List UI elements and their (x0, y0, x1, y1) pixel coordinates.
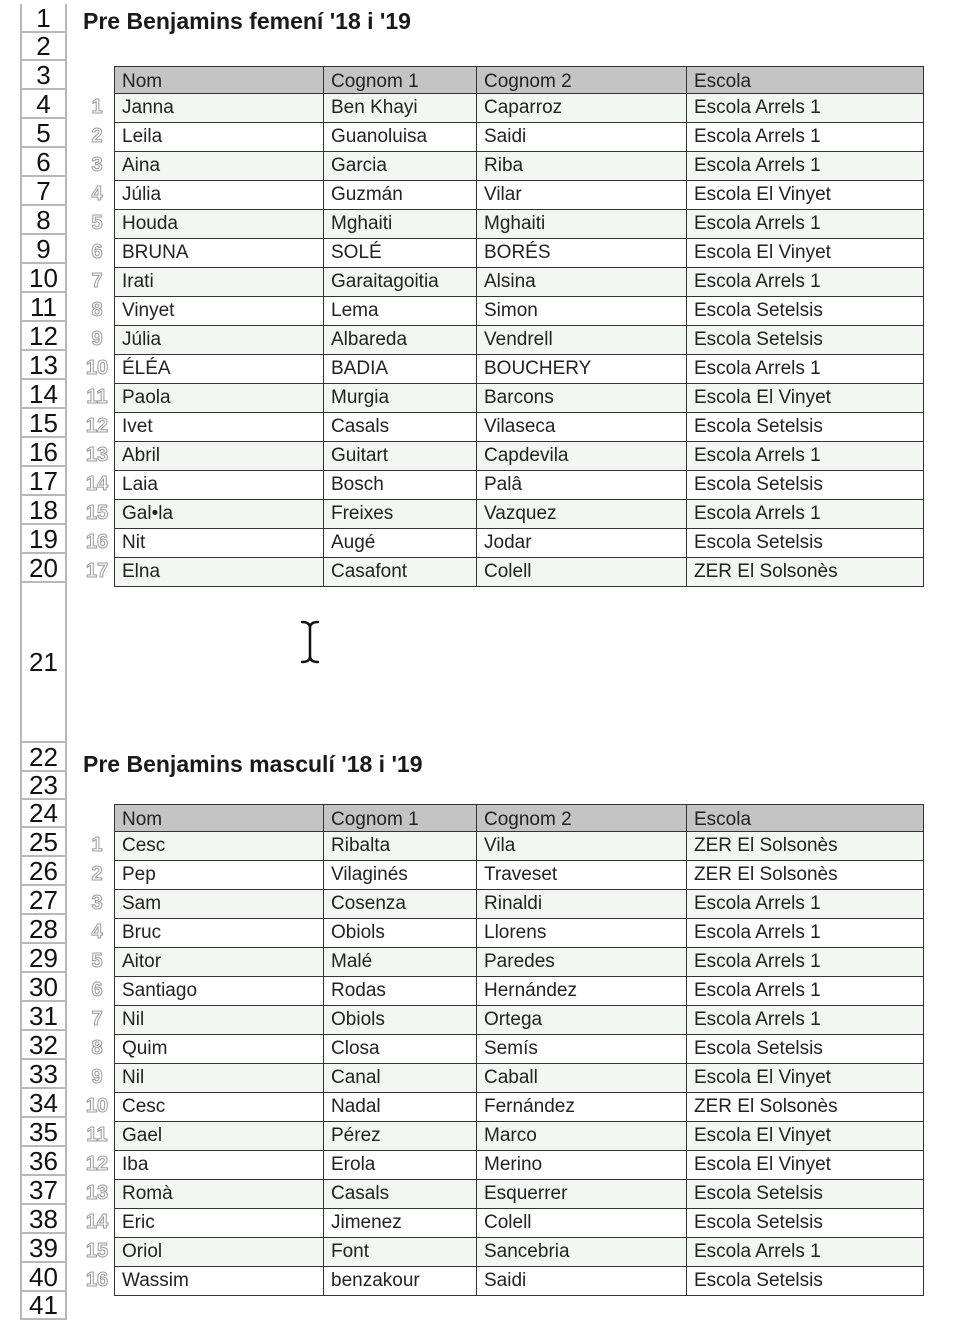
table-cell[interactable]: ZER El Solsonès (687, 832, 924, 861)
row-index: 7 (91, 1008, 103, 1030)
table-cell[interactable]: Escola Setelsis (687, 1267, 924, 1296)
row-number[interactable]: 31 (22, 1002, 65, 1031)
table-cell[interactable]: Ortega (477, 1006, 687, 1035)
table-row (115, 948, 924, 977)
row-index: 2 (91, 125, 103, 147)
row-index: 4 (91, 921, 103, 943)
row-number[interactable]: 26 (22, 857, 65, 886)
table-cell[interactable]: Semís (477, 1035, 687, 1064)
table-cell[interactable]: Rodas (324, 977, 477, 1006)
table-cell[interactable]: Simon (477, 297, 687, 326)
table-row (115, 123, 924, 152)
table-cell[interactable]: Guanoluisa (324, 123, 477, 152)
table-cell[interactable]: Traveset (477, 861, 687, 890)
row-number[interactable]: 41 (22, 1292, 65, 1320)
row-index: 3 (91, 154, 103, 176)
row-index: 15 (85, 502, 109, 524)
table-cell[interactable]: Gael (115, 1122, 324, 1151)
column-header[interactable]: Cognom 2 (477, 67, 687, 94)
table-cell[interactable]: Escola El Vinyet (687, 384, 924, 413)
column-header[interactable]: Cognom 1 (324, 805, 477, 832)
section-title-femeni: Pre Benjamins femení '18 i '19 (83, 8, 411, 34)
table-cell[interactable]: Erola (324, 1151, 477, 1180)
table-cell[interactable]: Guzmán (324, 181, 477, 210)
table-cell[interactable]: ZER El Solsonès (687, 558, 924, 587)
table-cell[interactable]: Escola Arrels 1 (687, 1238, 924, 1267)
data-table (114, 804, 924, 1296)
table-cell[interactable]: Paredes (477, 948, 687, 977)
table-row (115, 471, 924, 500)
row-number[interactable]: 23 (22, 772, 65, 800)
table-cell[interactable]: Canal (324, 1064, 477, 1093)
data-table (114, 66, 924, 587)
row-number[interactable]: 8 (22, 206, 65, 235)
table-row (115, 268, 924, 297)
table-cell[interactable]: Lema (324, 297, 477, 326)
row-number[interactable]: 16 (22, 438, 65, 467)
table-cell[interactable]: Vila (477, 832, 687, 861)
table-cell[interactable]: Santiago (115, 977, 324, 1006)
table-cell[interactable]: Colell (477, 558, 687, 587)
table-cell[interactable]: Ivet (115, 413, 324, 442)
table-cell[interactable]: Escola Arrels 1 (687, 355, 924, 384)
table-cell[interactable]: Escola Setelsis (687, 529, 924, 558)
row-number[interactable]: 27 (22, 886, 65, 915)
table-row (115, 861, 924, 890)
table-cell[interactable]: Saidi (477, 123, 687, 152)
row-index: 11 (86, 1124, 108, 1146)
table-cell[interactable]: Houda (115, 210, 324, 239)
row-number[interactable]: 38 (22, 1205, 65, 1234)
table-cell[interactable]: Guitart (324, 442, 477, 471)
table-cell[interactable]: Escola Arrels 1 (687, 94, 924, 123)
table-cell[interactable]: Llorens (477, 919, 687, 948)
table-cell[interactable]: Merino (477, 1151, 687, 1180)
table-cell[interactable]: Palâ (477, 471, 687, 500)
table-row (115, 1093, 924, 1122)
row-number[interactable]: 36 (22, 1147, 65, 1176)
table-cell[interactable]: Escola Arrels 1 (687, 152, 924, 181)
table-cell[interactable]: Jodar (477, 529, 687, 558)
row-index: 16 (85, 1269, 109, 1291)
table-cell[interactable]: Capdevila (477, 442, 687, 471)
table-cell[interactable]: Escola Arrels 1 (687, 948, 924, 977)
table-row (115, 181, 924, 210)
row-number[interactable]: 7 (22, 177, 65, 206)
table-row (115, 413, 924, 442)
row-number[interactable]: 4 (22, 90, 65, 119)
table-row (115, 1064, 924, 1093)
table-cell[interactable]: Escola Arrels 1 (687, 1006, 924, 1035)
column-header[interactable]: Cognom 1 (324, 67, 477, 94)
row-number[interactable]: 37 (22, 1176, 65, 1205)
table-cell[interactable]: Freixes (324, 500, 477, 529)
table-cell[interactable]: Colell (477, 1209, 687, 1238)
table-row (115, 384, 924, 413)
row-index: 8 (91, 1037, 103, 1059)
row-number[interactable]: 11 (22, 293, 65, 322)
column-header[interactable]: Nom (115, 67, 324, 94)
table-cell[interactable]: Escola El Vinyet (687, 1064, 924, 1093)
table-cell[interactable]: Escola Arrels 1 (687, 268, 924, 297)
row-number[interactable]: 2 (22, 33, 65, 61)
table-cell[interactable]: Ben Khayi (324, 94, 477, 123)
table-cell[interactable]: Escola Arrels 1 (687, 919, 924, 948)
table-cell[interactable]: Closa (324, 1035, 477, 1064)
header-row (115, 67, 924, 94)
row-number[interactable]: 39 (22, 1234, 65, 1263)
row-index: 11 (86, 386, 108, 408)
table-cell[interactable]: Júlia (115, 181, 324, 210)
table-row (115, 1238, 924, 1267)
table-row (115, 558, 924, 587)
table-row (115, 1209, 924, 1238)
table-cell[interactable]: Sam (115, 890, 324, 919)
header-row (115, 805, 924, 832)
row-number[interactable]: 25 (22, 828, 65, 857)
table-cell[interactable]: Escola Setelsis (687, 413, 924, 442)
table-cell[interactable]: Escola Arrels 1 (687, 977, 924, 1006)
row-number[interactable]: 3 (22, 61, 65, 90)
row-number[interactable]: 28 (22, 915, 65, 944)
table-cell[interactable]: Escola El Vinyet (687, 181, 924, 210)
table-row (115, 1122, 924, 1151)
table-cell[interactable]: Bruc (115, 919, 324, 948)
row-number[interactable]: 17 (22, 467, 65, 496)
table-cell[interactable]: Nil (115, 1006, 324, 1035)
table-cell[interactable]: Vilar (477, 181, 687, 210)
table-cell[interactable]: Nadal (324, 1093, 477, 1122)
table-cell[interactable]: Mghaiti (324, 210, 477, 239)
row-index: 10 (85, 1095, 109, 1117)
table-row (115, 1151, 924, 1180)
row-number[interactable]: 20 (22, 554, 65, 583)
table-cell[interactable]: Aitor (115, 948, 324, 977)
table-cell[interactable]: Cosenza (324, 890, 477, 919)
table-cell[interactable]: Escola Setelsis (687, 1209, 924, 1238)
row-number[interactable]: 10 (22, 264, 65, 293)
table-cell[interactable]: Casafont (324, 558, 477, 587)
row-index: 6 (91, 979, 103, 1001)
table-cell[interactable]: Mghaiti (477, 210, 687, 239)
table-cell[interactable]: ZER El Solsonès (687, 1093, 924, 1122)
table-row (115, 1180, 924, 1209)
table-cell[interactable]: Font (324, 1238, 477, 1267)
row-index: 14 (85, 1211, 109, 1233)
table-row (115, 210, 924, 239)
table-cell[interactable]: Escola Arrels 1 (687, 500, 924, 529)
table-row (115, 326, 924, 355)
table-cell[interactable]: Obiols (324, 1006, 477, 1035)
table-cell[interactable]: Leila (115, 123, 324, 152)
row-index: 3 (91, 892, 103, 914)
row-number[interactable]: 21 (22, 583, 65, 743)
table-cell[interactable]: Oriol (115, 1238, 324, 1267)
table-cell[interactable]: Caball (477, 1064, 687, 1093)
row-index: 1 (91, 96, 103, 118)
table-cell[interactable]: Saidi (477, 1267, 687, 1296)
table-cell[interactable]: Escola El Vinyet (687, 239, 924, 268)
table-cell[interactable]: Escola El Vinyet (687, 1151, 924, 1180)
row-number[interactable]: 13 (22, 351, 65, 380)
table-cell[interactable]: Nil (115, 1064, 324, 1093)
row-index: 12 (85, 1153, 109, 1175)
table-row (115, 529, 924, 558)
row-number[interactable]: 32 (22, 1031, 65, 1060)
table-cell[interactable]: Escola Arrels 1 (687, 210, 924, 239)
table-cell[interactable]: Albareda (324, 326, 477, 355)
table-cell[interactable]: BORÉS (477, 239, 687, 268)
row-index: 5 (91, 950, 103, 972)
row-index: 9 (91, 1066, 103, 1088)
table-row (115, 152, 924, 181)
row-index: 6 (91, 241, 103, 263)
table-cell[interactable]: Escola Setelsis (687, 326, 924, 355)
table-cell[interactable]: Vinyet (115, 297, 324, 326)
table-cell[interactable]: Pérez (324, 1122, 477, 1151)
table-cell[interactable]: Garaitagoitia (324, 268, 477, 297)
table-row (115, 500, 924, 529)
row-index: 13 (85, 444, 109, 466)
table-cell[interactable]: Riba (477, 152, 687, 181)
table-cell[interactable]: Alsina (477, 268, 687, 297)
table-cell[interactable]: Malé (324, 948, 477, 977)
table-row (115, 297, 924, 326)
table-row (115, 1006, 924, 1035)
table-cell[interactable]: Abril (115, 442, 324, 471)
table-cell[interactable]: benzakour (324, 1267, 477, 1296)
row-number[interactable]: 15 (22, 409, 65, 438)
table-row (115, 977, 924, 1006)
table-cell[interactable]: Hernández (477, 977, 687, 1006)
table-cell[interactable]: Jimenez (324, 1209, 477, 1238)
table-cell[interactable]: Aina (115, 152, 324, 181)
row-index: 12 (85, 415, 109, 437)
table-cell[interactable]: Fernández (477, 1093, 687, 1122)
table-cell[interactable]: Paola (115, 384, 324, 413)
row-number[interactable]: 1 (22, 4, 65, 33)
table-cell[interactable]: BOUCHERY (477, 355, 687, 384)
table-cell[interactable]: Barcons (477, 384, 687, 413)
table-cell[interactable]: Pep (115, 861, 324, 890)
row-index: 5 (91, 212, 103, 234)
row-number[interactable]: 22 (22, 743, 65, 772)
table-row (115, 355, 924, 384)
table-row (115, 890, 924, 919)
table-cell[interactable]: Cesc (115, 1093, 324, 1122)
table-cell[interactable]: Irati (115, 268, 324, 297)
table-cell[interactable]: Romà (115, 1180, 324, 1209)
row-number[interactable]: 18 (22, 496, 65, 525)
table-row (115, 239, 924, 268)
table-cell[interactable]: Esquerrer (477, 1180, 687, 1209)
row-index: 17 (85, 560, 109, 582)
table-cell[interactable]: Escola Setelsis (687, 297, 924, 326)
table-row (115, 1035, 924, 1064)
table-row (115, 919, 924, 948)
table-cell[interactable]: Murgia (324, 384, 477, 413)
column-header[interactable]: Cognom 2 (477, 805, 687, 832)
column-header[interactable]: Nom (115, 805, 324, 832)
table-cell[interactable]: Vilaseca (477, 413, 687, 442)
table-cell[interactable]: BRUNA (115, 239, 324, 268)
row-number[interactable]: 29 (22, 944, 65, 973)
row-number[interactable]: 5 (22, 119, 65, 148)
row-number[interactable]: 19 (22, 525, 65, 554)
row-index: 2 (91, 863, 103, 885)
table-cell[interactable]: Eric (115, 1209, 324, 1238)
table-cell[interactable]: Escola El Vinyet (687, 1122, 924, 1151)
table-cell[interactable]: Wassim (115, 1267, 324, 1296)
row-number[interactable]: 14 (22, 380, 65, 409)
table-cell[interactable]: Escola Setelsis (687, 1180, 924, 1209)
row-number[interactable]: 30 (22, 973, 65, 1002)
table-cell[interactable]: Nit (115, 529, 324, 558)
table-cell[interactable]: Vendrell (477, 326, 687, 355)
table-cell[interactable]: Cesc (115, 832, 324, 861)
table-cell[interactable]: Júlia (115, 326, 324, 355)
table-cell[interactable]: Escola Arrels 1 (687, 890, 924, 919)
table-cell[interactable]: Quim (115, 1035, 324, 1064)
row-index: 15 (85, 1240, 109, 1262)
table-cell[interactable]: Vazquez (477, 500, 687, 529)
table-cell[interactable]: BADIA (324, 355, 477, 384)
table-cell[interactable]: Gal•la (115, 500, 324, 529)
table-cell[interactable]: Casals (324, 413, 477, 442)
table-cell[interactable]: Laia (115, 471, 324, 500)
table-cell[interactable]: ZER El Solsonès (687, 861, 924, 890)
column-header[interactable]: Escola (687, 805, 924, 832)
row-number[interactable]: 12 (22, 322, 65, 351)
table-cell[interactable]: Garcia (324, 152, 477, 181)
row-index: 7 (91, 270, 103, 292)
row-index: 10 (85, 357, 109, 379)
row-index: 8 (91, 299, 103, 321)
column-header[interactable]: Escola (687, 67, 924, 94)
table-row (115, 94, 924, 123)
row-number[interactable]: 24 (22, 800, 65, 828)
table-cell[interactable]: Vilaginés (324, 861, 477, 890)
row-number[interactable]: 6 (22, 148, 65, 177)
table-cell[interactable]: Casals (324, 1180, 477, 1209)
row-index: 14 (85, 473, 109, 495)
table-cell[interactable]: ÉLÉA (115, 355, 324, 384)
table-cell[interactable]: Bosch (324, 471, 477, 500)
row-number[interactable]: 34 (22, 1089, 65, 1118)
table-row (115, 1267, 924, 1296)
table-cell[interactable]: Escola Setelsis (687, 1035, 924, 1064)
row-index: 13 (85, 1182, 109, 1204)
row-index: 16 (85, 531, 109, 553)
table-cell[interactable]: Elna (115, 558, 324, 587)
table-cell[interactable]: Marco (477, 1122, 687, 1151)
table-cell[interactable]: Escola Arrels 1 (687, 123, 924, 152)
table-cell[interactable]: Escola Setelsis (687, 471, 924, 500)
section-title-masculi: Pre Benjamins masculí '18 i '19 (83, 751, 423, 777)
row-number[interactable]: 9 (22, 235, 65, 264)
table-cell[interactable]: Obiols (324, 919, 477, 948)
row-number-gutter (20, 4, 67, 1320)
text-cursor-icon (297, 620, 323, 664)
table-cell[interactable]: Escola Arrels 1 (687, 442, 924, 471)
table-cell[interactable]: Janna (115, 94, 324, 123)
table-cell[interactable]: Caparroz (477, 94, 687, 123)
table-row (115, 832, 924, 861)
table-cell[interactable]: Rinaldi (477, 890, 687, 919)
row-number[interactable]: 33 (22, 1060, 65, 1089)
table-cell[interactable]: Sancebria (477, 1238, 687, 1267)
row-index: 9 (91, 328, 103, 350)
table-row (115, 442, 924, 471)
row-index: 4 (91, 183, 103, 205)
table-cell[interactable]: Ribalta (324, 832, 477, 861)
row-index: 1 (91, 834, 103, 856)
table-cell[interactable]: Augé (324, 529, 477, 558)
row-number[interactable]: 35 (22, 1118, 65, 1147)
row-number[interactable]: 40 (22, 1263, 65, 1292)
table-cell[interactable]: SOLÉ (324, 239, 477, 268)
table-cell[interactable]: Iba (115, 1151, 324, 1180)
